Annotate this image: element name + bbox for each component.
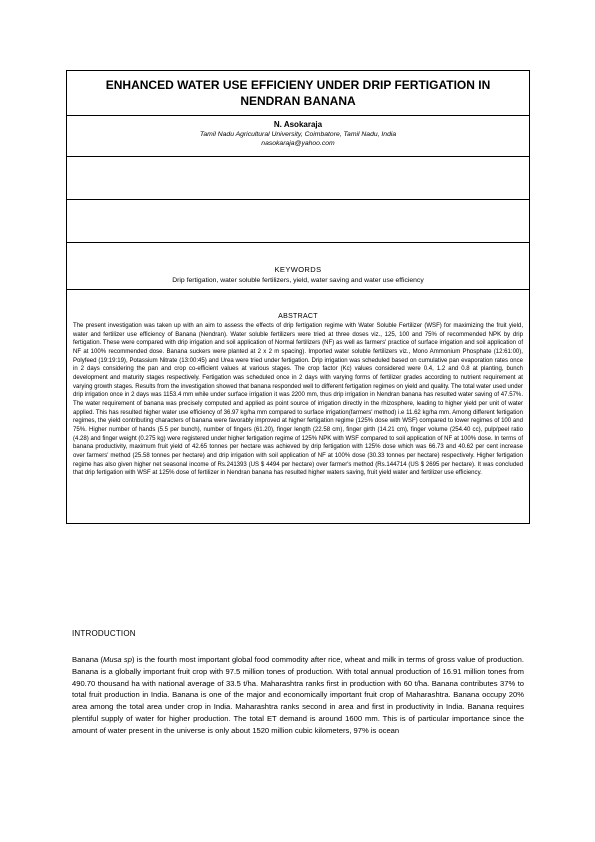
- blank-cell-2: [67, 200, 529, 243]
- keywords-text: Drip fertigation, water soluble fertilizers, yield, water saving and water use efficiency: [172, 277, 424, 284]
- intro-text-rest: ) is the fourth most important global food commodity after rice, wheat and milk in terms of gross value of production. Banana is a globally important fruit crop with 97.5 million tones of production. With total annual production of 16.91 million tones from 490.70 thousand ha with national average of 33.5 t/ha. Maharashtra ranks first in production with 60 t/ha. Banana contributes 37% to total fruit production in India. Banana is one of the major and economically important fruit crop of Maharashtra. Banana occupy 20% area among the total area under crop in India. Maharashtra ranks second in area and first in productivity in India. Banana requires plentiful supply of water for higher production. The total ET demand is around 1600 mm. This is of particular importance since the amount of water present in the universe is only about 1520 million cubic kilometers, 97% is ocean: [72, 655, 524, 735]
- author-email: nasokaraja@yahoo.com: [261, 140, 335, 147]
- abstract-body: The present investigation was taken up with an aim to assess the effects of drip fertigation regime with Water Soluble Fertilizer (WSF) for maximizing the fruit yield, water and fertilizer use efficiency of Banana (Nendran). Water soluble fertilizers were tried at three doses viz., 125, 100 and 75% of recommended NPK by drip fertigation. These were compared with drip irrigation and soil application of Normal fertilizers (NF) as well as farmers' practice of surface irrigation and soil application of NF at 100% recommended dose. Banana suckers were planted at 2 x 2 m spacing). Imported water soluble fertilizers viz., Mono Ammonium Phosphate (12:61:00), Polyfeed (19:19:19), Potassium Nitrate (13:00:45) and Urea were tried under fertigation. Drip irrigation was scheduled based on cumulative pan evaporation rates once in 2 days considering the pan and crop co-efficient values at various stages. The crop factor (Kc) values considered were 0.4, 1.2 and 0.8 at planting, bunch development and maturity stages respectively. Fertigation was scheduled once in 2 days with varying forms of fertilizer grades according to nutrient requirement at varying growth stages. Results from the investigation showed that banana responded well to different fertigation regimes on yield and quality. The total water used under drip irrigation once in 2 days was 1153.4 mm while under surface irrigation it was 2200 mm, thus drip irrigation in Nendran banana has resulted water saving of 47.57%. The water requirement of banana was precisely computed and applied as point source of irrigation directly in the rhizosphere, leading to higher yield per unit of water applied. This has resulted higher water use efficiency of 36.97 kg/ha mm compared to surface irrigation(farmers' method) i.e 11.62 kg/ha mm. Among different fertigation regimes, the yield contributing characters of banana were favorably improved at higher fertigation regime (125% dose with WSF) compared to lower regimes of 100 and 75%. Higher number of hands (5.5 per bunch), number of fingers (61.20), finger length (22.58 cm), finger girth (14.21 cm), finger volume (254.40 cc), pulp/peel ratio (4.28) and finger weight (0.275 kg) were registered under higher fertigation regime of 125% NPK with WSF compared to soil application of NF at 100% dose. In terms of banana productivity, maximum fruit yield of 42.65 tonnes per hectare was achieved by drip fertigation with 125% dose which was 66.73 and 40.62 per cent increase over farmers' method (25.58 tonnes per hectare) and drip irrigation with soil application of NF at 100% dose (30.33 tonnes per hectare) respectively. Higher fertigation regime has also given higher net seasonal income of Rs.241393 (US $ 4494 per hectare) over farmer's method (Rs.144714 (US $ 2695 per hectare). It was concluded that drip fertigation with WSF at 125% dose of fertilizer in Nendran banana has resulted higher waters saving, fruit yield water and fertilizer use efficiency.: [73, 323, 523, 477]
- blank-cell-1: [67, 157, 529, 200]
- author-affiliation: Tamil Nadu Agricultural University, Coimbatore, Tamil Nadu, India: [199, 131, 397, 138]
- keywords-cell: [67, 243, 529, 290]
- title-cell: [67, 71, 529, 116]
- author-cell: [67, 116, 529, 157]
- paper-title: ENHANCED WATER USE EFFICIENY UNDER DRIP FERTIGATION IN NENDRAN BANANA: [105, 78, 491, 108]
- paper-header-table: [66, 70, 530, 524]
- abstract-heading: ABSTRACT: [278, 313, 318, 320]
- introduction-body: [72, 654, 524, 736]
- author-name: N. Asokaraja: [273, 120, 323, 129]
- species-name: Musa sp: [103, 655, 132, 664]
- introduction-heading: INTRODUCTION: [72, 629, 136, 638]
- keywords-heading: KEYWORDS: [274, 265, 322, 274]
- intro-text-start: Banana (: [72, 655, 104, 664]
- abstract-cell: [67, 290, 529, 523]
